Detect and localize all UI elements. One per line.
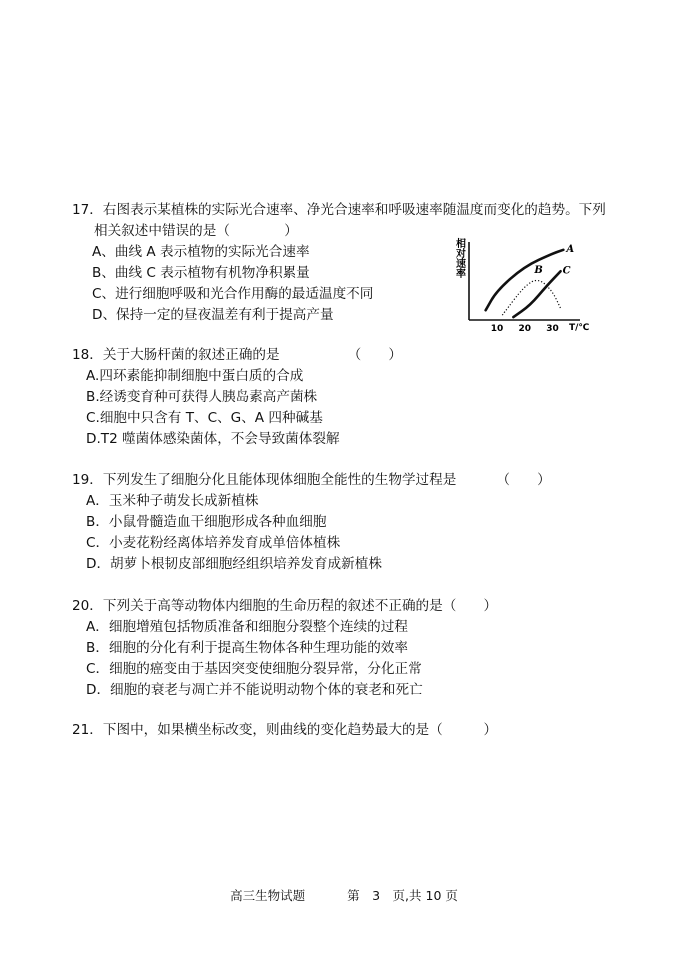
- question-20-stem: 20．下列关于高等动物体内细胞的生命历程的叙述不正确的是（ ）: [72, 598, 498, 614]
- question-20: [72, 596, 497, 701]
- question-19-stem: 19．下列发生了细胞分化且能体现体细胞全能性的生物学过程是: [72, 472, 457, 488]
- y-axis-label-char: 相: [456, 239, 466, 250]
- question-19-option-b: B．小鼠骨髓造血干细胞形成各种血细胞: [86, 514, 327, 530]
- question-18-option-c: C.细胞中只含有 T、C、G、A 四种碱基: [86, 410, 323, 426]
- question-17-option-b: B、曲线 C 表示植物有机物净积累量: [92, 265, 310, 281]
- curve-label-b: B: [534, 265, 543, 277]
- question-20-option-d: D．细胞的衰老与凋亡并不能说明动物个体的衰老和死亡: [86, 682, 423, 698]
- question-21: [72, 720, 497, 741]
- question-20-option-b: B．细胞的分化有利于提高生物体各种生理功能的效率: [86, 640, 408, 656]
- x-axis-label: T/℃: [569, 323, 590, 333]
- question-19: [72, 470, 551, 575]
- curve-label-c: C: [562, 265, 571, 277]
- y-axis-label-char: 率: [456, 269, 466, 280]
- rate-temperature-chart: [455, 236, 605, 334]
- y-axis-label-char: 速: [456, 259, 466, 270]
- curve-c: [513, 271, 560, 317]
- question-17-option-c: C、进行细胞呼吸和光合作用酶的最适温度不同: [92, 286, 374, 302]
- x-tick-label-10: 10: [490, 324, 504, 334]
- x-tick-label-30: 30: [546, 324, 559, 334]
- y-axis-label-char: 对: [456, 249, 466, 260]
- y-axis-label: [455, 237, 466, 280]
- question-19-option-a: A．玉米种子萌发长成新植株: [86, 493, 259, 509]
- question-20-option-a: A．细胞增殖包括物质准备和细胞分裂整个连续的过程: [86, 619, 408, 635]
- footer-exam-title: 高三生物试题: [230, 888, 306, 903]
- x-tick-labels: [491, 324, 559, 334]
- question-20-option-c: C．细胞的癌变由于基因突变使细胞分裂异常，分化正常: [86, 661, 422, 677]
- question-17-option-a: A、曲线 A 表示植物的实际光合速率: [92, 244, 310, 260]
- footer-page-number: 第 3 页,共 10 页: [347, 888, 458, 903]
- question-18-stem: 18．关于大肠杆菌的叙述正确的是: [72, 347, 280, 363]
- question-18-option-d: D.T2 噬菌体感染菌体，不会导致菌体裂解: [86, 431, 340, 447]
- question-19-option-d: D．胡萝卜根韧皮部细胞经组织培养发育成新植株: [86, 556, 382, 572]
- chart-series: [486, 244, 575, 317]
- question-18-option-a: A.四环素能抑制细胞中蛋白质的合成: [86, 368, 304, 384]
- curve-b: [502, 280, 560, 315]
- question-19-option-c: C．小麦花粉经离体培养发育成单倍体植株: [86, 535, 341, 551]
- question-18: [72, 345, 402, 450]
- curve-label-a: A: [566, 243, 575, 255]
- question-18-answer-blank: （ ）: [347, 347, 402, 363]
- x-tick-label-20: 20: [518, 324, 532, 334]
- question-17-stem-line2: 相关叙述中错误的是（ ）: [94, 223, 298, 239]
- question-17-option-d: D、保持一定的昼夜温差有利于提高产量: [92, 307, 334, 323]
- page-footer: [0, 886, 688, 904]
- question-21-stem: 21．下图中，如果横坐标改变，则曲线的变化趋势最大的是（ ）: [72, 722, 498, 738]
- question-17-stem-line1: 17．右图表示某植株的实际光合速率、净光合速率和呼吸速率随温度而变化的趋势。下列: [72, 202, 606, 218]
- question-18-option-b: B.经诱变育种可获得人胰岛素高产菌株: [86, 389, 318, 405]
- question-19-answer-blank: （ ）: [496, 472, 551, 488]
